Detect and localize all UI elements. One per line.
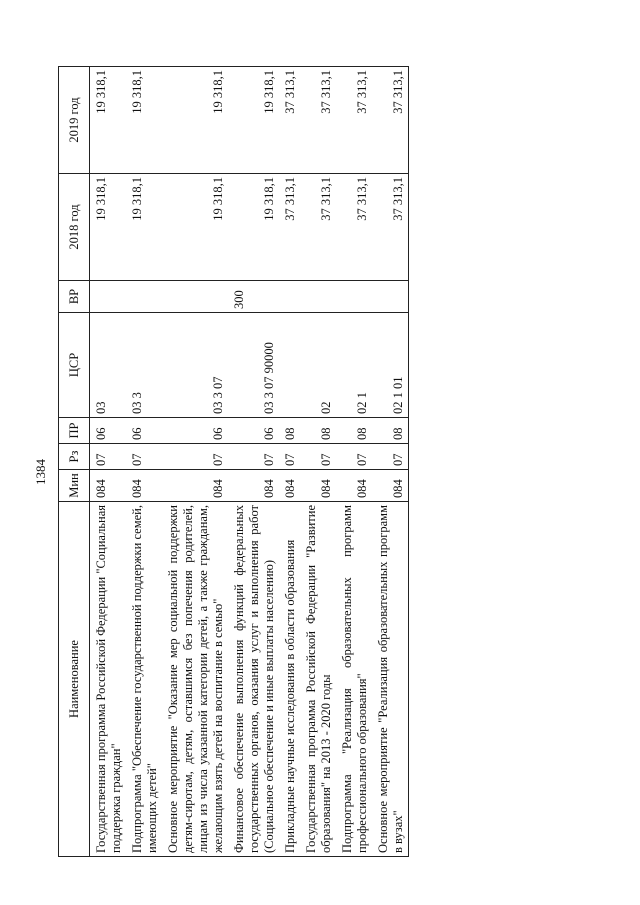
row-min: 084 <box>279 470 300 502</box>
row-name: Финансовое обеспечение выполнения функций федеральных государственных органов, оказания услуг и выполнения работ (Социальное обеспечение и иные выплаты населению) <box>228 502 279 857</box>
table-row <box>126 67 162 857</box>
row-2019: 37 313,1 <box>336 67 372 174</box>
row-vr <box>162 281 228 313</box>
row-csr: 03 <box>90 313 127 418</box>
row-2019: 37 313,1 <box>372 67 409 174</box>
row-min: 084 <box>90 470 127 502</box>
row-rz: 07 <box>279 444 300 470</box>
row-csr: 02 1 01 <box>372 313 409 418</box>
row-pr: 08 <box>336 418 372 444</box>
row-rz: 07 <box>162 444 228 470</box>
row-csr <box>279 313 300 418</box>
row-name: Основное мероприятие "Оказание мер социальной поддержки детям-сиротам, детям, оставшимся без попечения родителей, лицам из числа указанной категории детей, а также гражданам, желающим взять детей на воспитание в семью" <box>162 502 228 857</box>
row-rz: 07 <box>228 444 279 470</box>
row-csr: 03 3 07 <box>162 313 228 418</box>
row-csr: 02 1 <box>336 313 372 418</box>
row-2018: 37 313,1 <box>300 174 336 281</box>
row-min: 084 <box>126 470 162 502</box>
row-min: 084 <box>300 470 336 502</box>
table-row <box>372 67 409 857</box>
header-min: Мин <box>59 470 90 502</box>
header-2019: 2019 год <box>59 67 90 174</box>
header-name: Наименование <box>59 502 90 857</box>
row-csr: 03 3 07 90000 <box>228 313 279 418</box>
row-pr: 08 <box>279 418 300 444</box>
row-name: Подпрограмма "Обеспечение государственной поддержки семей, имеющих детей" <box>126 502 162 857</box>
row-2019: 19 318,1 <box>90 67 127 174</box>
budget-table <box>58 66 409 857</box>
row-rz: 07 <box>300 444 336 470</box>
page-number: 1384 <box>33 459 48 485</box>
row-pr: 06 <box>228 418 279 444</box>
row-pr: 08 <box>372 418 409 444</box>
row-vr: 300 <box>228 281 279 313</box>
row-name: Прикладные научные исследования в области образования <box>279 502 300 857</box>
table-row <box>279 67 300 857</box>
table-row <box>300 67 336 857</box>
row-vr <box>279 281 300 313</box>
row-2018: 37 313,1 <box>372 174 409 281</box>
row-name: Подпрограмма "Реализация образовательных программ профессионального образования" <box>336 502 372 857</box>
table-row <box>228 67 279 857</box>
row-2018: 19 318,1 <box>90 174 127 281</box>
row-min: 084 <box>162 470 228 502</box>
row-2018: 19 318,1 <box>126 174 162 281</box>
row-2019: 19 318,1 <box>126 67 162 174</box>
row-vr <box>300 281 336 313</box>
row-2018: 19 318,1 <box>162 174 228 281</box>
row-rz: 07 <box>126 444 162 470</box>
header-2018: 2018 год <box>59 174 90 281</box>
header-pr: ПР <box>59 418 90 444</box>
row-2019: 19 318,1 <box>228 67 279 174</box>
row-2018: 37 313,1 <box>336 174 372 281</box>
header-row <box>59 67 90 857</box>
row-pr: 08 <box>300 418 336 444</box>
row-vr <box>126 281 162 313</box>
header-vr: ВР <box>59 281 90 313</box>
header-rz: Рз <box>59 444 90 470</box>
row-pr: 06 <box>126 418 162 444</box>
row-2018: 37 313,1 <box>279 174 300 281</box>
table-row <box>162 67 228 857</box>
row-rz: 07 <box>372 444 409 470</box>
row-pr: 06 <box>90 418 127 444</box>
row-pr: 06 <box>162 418 228 444</box>
row-csr: 03 3 <box>126 313 162 418</box>
table-row <box>90 67 127 857</box>
header-csr: ЦСР <box>59 313 90 418</box>
row-2019: 37 313,1 <box>279 67 300 174</box>
row-min: 084 <box>228 470 279 502</box>
row-2019: 37 313,1 <box>300 67 336 174</box>
row-2019: 19 318,1 <box>162 67 228 174</box>
row-name: Государственная программа Российской Федерации "Социальная поддержка граждан" <box>90 502 127 857</box>
row-vr <box>372 281 409 313</box>
table-row <box>336 67 372 857</box>
row-min: 084 <box>372 470 409 502</box>
row-name: Основное мероприятие "Реализация образовательных программ в вузах" <box>372 502 409 857</box>
row-name: Государственная программа Российской Федерации "Развитие образования" на 2013 - 2020 годы <box>300 502 336 857</box>
row-csr: 02 <box>300 313 336 418</box>
row-2018: 19 318,1 <box>228 174 279 281</box>
row-min: 084 <box>336 470 372 502</box>
row-vr <box>90 281 127 313</box>
row-rz: 07 <box>336 444 372 470</box>
row-vr <box>336 281 372 313</box>
row-rz: 07 <box>90 444 127 470</box>
